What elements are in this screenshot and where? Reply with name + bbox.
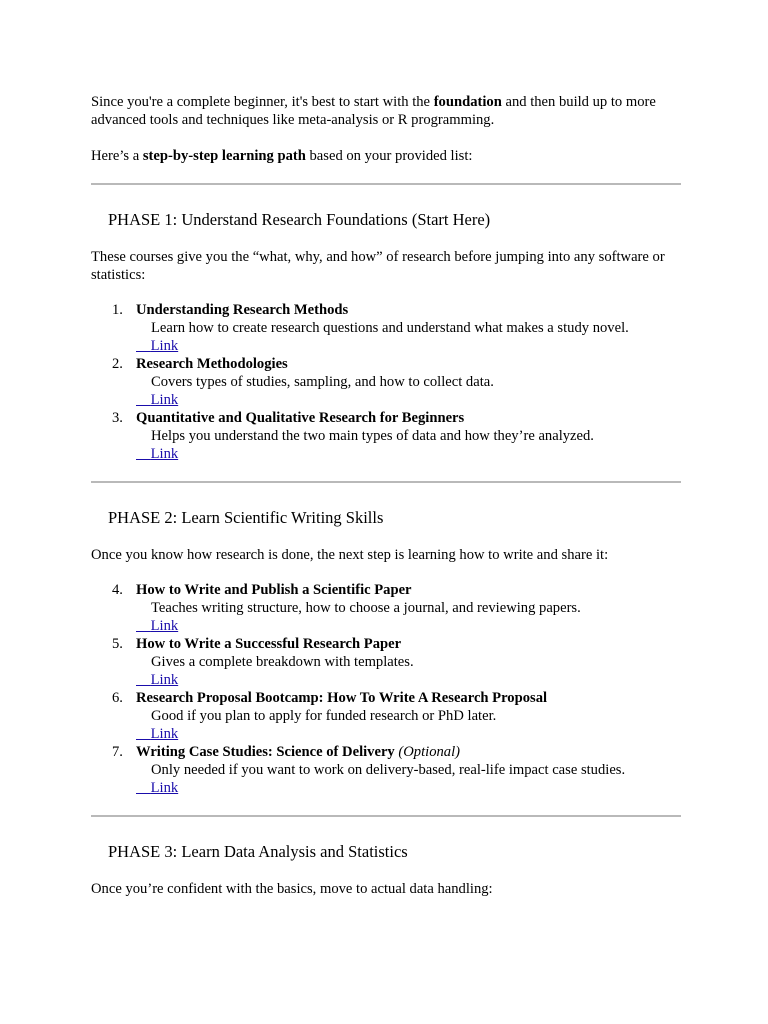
course-link[interactable] <box>136 672 178 688</box>
section-divider <box>91 481 681 483</box>
course-optional-note: (Optional) <box>398 744 461 760</box>
course-link-text[interactable]: Link <box>150 780 179 796</box>
section-divider <box>91 815 681 817</box>
course-title: Understanding Research Methods <box>136 302 349 318</box>
course-link[interactable] <box>136 618 178 634</box>
course-link[interactable] <box>136 392 178 408</box>
course-title: Writing Case Studies: Science of Delivery <box>136 744 395 760</box>
course-link[interactable] <box>136 446 178 462</box>
list-number: 2. <box>112 356 123 372</box>
course-link-text[interactable]: Link <box>150 338 179 354</box>
course-link-text[interactable]: Link <box>150 672 179 688</box>
document-body <box>91 93 681 898</box>
list-number: 6. <box>112 690 123 706</box>
list-number: 4. <box>112 582 123 598</box>
course-description: Teaches writing structure, how to choose a journal, and reviewing papers. <box>151 600 581 616</box>
phase-heading: PHASE 1: Understand Research Foundations (Start Here) <box>108 210 491 229</box>
list-item <box>91 581 681 635</box>
list-number: 3. <box>112 410 123 426</box>
course-description: Helps you understand the two main types of data and how they’re analyzed. <box>151 428 594 444</box>
list-number: 5. <box>112 636 123 652</box>
course-list <box>91 581 681 797</box>
intro-paragraph-2 <box>91 147 681 165</box>
phase-description: Once you know how research is done, the next step is learning how to write and share it: <box>91 547 609 563</box>
course-link-text[interactable]: Link <box>150 392 179 408</box>
intro-text: and then build up to more advanced tools and techniques like meta-analysis or R programming. <box>91 94 656 128</box>
course-link[interactable] <box>136 780 178 796</box>
intro-bold: step-by-step learning path <box>142 148 306 164</box>
list-item <box>91 743 681 797</box>
course-link[interactable] <box>136 726 178 742</box>
section-divider <box>91 183 681 185</box>
list-item <box>91 689 681 743</box>
phase-heading: PHASE 3: Learn Data Analysis and Statistics <box>108 842 408 861</box>
phase-heading: PHASE 2: Learn Scientific Writing Skills <box>108 508 384 527</box>
list-item <box>91 355 681 409</box>
course-title: How to Write and Publish a Scientific Paper <box>136 582 412 598</box>
list-item <box>91 301 681 355</box>
phase-description: These courses give you the “what, why, and how” of research before jumping into any software or statistics: <box>91 249 665 283</box>
course-description: Learn how to create research questions and understand what makes a study novel. <box>151 320 629 336</box>
list-number: 7. <box>112 744 123 760</box>
course-link-text[interactable]: Link <box>150 446 179 462</box>
course-link-text[interactable]: Link <box>150 726 179 742</box>
list-item <box>91 409 681 463</box>
course-link[interactable] <box>136 338 178 354</box>
course-link-text[interactable]: Link <box>150 618 179 634</box>
intro-text: Here’s a <box>91 148 143 164</box>
course-title: Quantitative and Qualitative Research for Beginners <box>136 410 465 426</box>
course-description: Gives a complete breakdown with templates. <box>151 654 414 670</box>
course-description: Good if you plan to apply for funded research or PhD later. <box>151 708 497 724</box>
intro-text: based on your provided list: <box>305 148 473 164</box>
list-item <box>91 635 681 689</box>
course-title: How to Write a Successful Research Paper <box>136 636 402 652</box>
course-description: Only needed if you want to work on delivery-based, real-life impact case studies. <box>151 762 626 778</box>
course-title: Research Proposal Bootcamp: How To Write A Research Proposal <box>136 690 548 706</box>
intro-paragraph <box>91 93 681 129</box>
intro-bold: foundation <box>433 94 502 110</box>
list-number: 1. <box>112 302 123 318</box>
phase-description: Once you’re confident with the basics, move to actual data handling: <box>91 881 493 897</box>
course-description: Covers types of studies, sampling, and how to collect data. <box>151 374 494 390</box>
intro-text: Since you're a complete beginner, it's best to start with the <box>91 94 434 110</box>
course-title: Research Methodologies <box>136 356 288 372</box>
course-list <box>91 301 681 463</box>
